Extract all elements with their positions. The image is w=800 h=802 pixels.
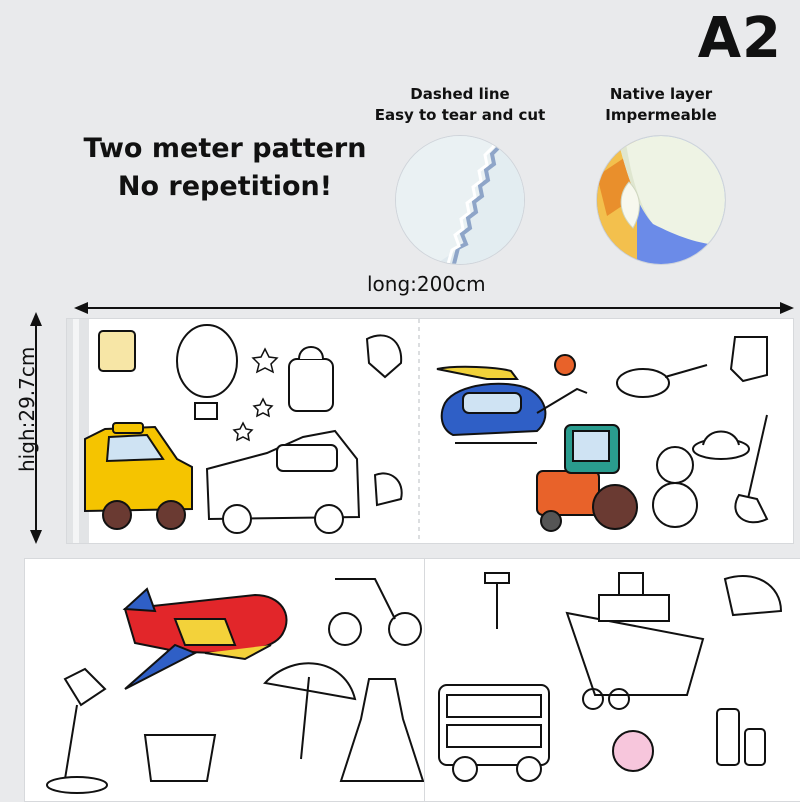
ship-drawing: [567, 573, 703, 695]
lamp-drawing: [47, 669, 107, 793]
size-badge: A2: [697, 6, 782, 71]
height-label: high:29.7cm: [15, 346, 39, 472]
fire-truck-drawing: [207, 431, 359, 533]
scooter-drawing: [329, 579, 421, 645]
feature-dashed-line: [355, 84, 565, 264]
feature-title: Dashed line: [410, 85, 510, 103]
headline-line-1: Two meter pattern: [83, 133, 367, 164]
airplane-drawing: [125, 589, 287, 689]
headline-line-2: No repetition!: [117, 171, 333, 202]
coloring-sheet-bottom-right: [424, 558, 800, 802]
tear-closeup-image: [396, 136, 524, 264]
alarm-clock-drawing: [613, 731, 653, 771]
coloring-roll-top: [66, 318, 794, 544]
hammer-drawing: [485, 573, 509, 629]
feature-subtitle: Easy to tear and cut: [374, 106, 546, 124]
length-arrow: [74, 298, 794, 318]
height-arrow: [26, 312, 46, 544]
paper-scroll-drawing: [99, 331, 135, 371]
coloring-sheet-bottom-left: [24, 558, 432, 802]
feature-title: Native layer: [609, 85, 713, 103]
layer-closeup-image: [597, 136, 725, 264]
balloon-drawing: [177, 325, 237, 419]
broom-drawing: [735, 415, 767, 522]
boot-drawing: [731, 337, 767, 381]
umbrella-drawing: [265, 663, 355, 759]
star-doodles: [234, 349, 277, 440]
glove-drawing: [367, 335, 402, 505]
bathtub-drawing: [145, 735, 215, 781]
feature-caption: [355, 84, 565, 126]
feature-subtitle: Impermeable: [605, 106, 717, 124]
bus-drawing: [439, 685, 549, 781]
feature-caption: [556, 84, 766, 126]
bag-drawing: [289, 347, 333, 411]
headline: [80, 130, 370, 206]
teddy-bear-drawing: [653, 447, 697, 527]
teapot-drawing: [725, 576, 781, 615]
tractor-drawing: [537, 425, 637, 531]
pan-drawing: [617, 365, 707, 397]
bottles-drawing: [717, 709, 765, 765]
taxi-drawing: [85, 423, 192, 529]
length-label: long:200cm: [367, 272, 486, 296]
hat-drawing: [693, 432, 749, 460]
feature-native-layer: [556, 84, 766, 264]
